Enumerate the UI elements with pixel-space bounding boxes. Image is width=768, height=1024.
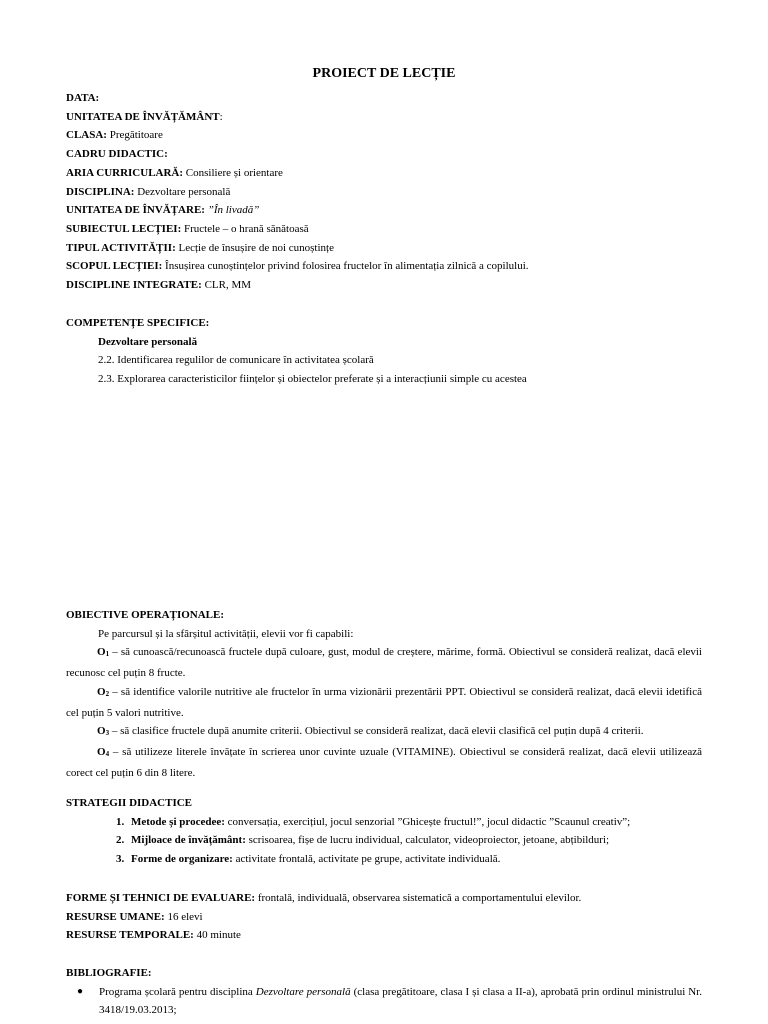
field-scopul-lectiei: SCOPUL LECȚIEI: Însușirea cunoștințelor privind folosirea fructelor în alimentația zilnică a copilului.: [66, 260, 529, 273]
objective-item-o1: $O_1$ – să cunoască/recunoască fructele după culoare, gust, modul de creștere, mărime, formă. Obiectivul se consideră realizat, dacă elevii recunosc cel puțin 8 fructe.: [66, 646, 702, 680]
competente-heading: COMPETENȚE SPECIFICE:: [66, 317, 210, 329]
field-resurse-temporale: RESURSE TEMPORALE: 40 minute: [66, 929, 241, 942]
field-cadru-didactic: CADRU DIDACTIC:: [66, 148, 168, 161]
competenta-item: 2.2. Identificarea regulilor de comunicare în activitatea școlară: [98, 354, 374, 367]
obiective-heading: OBIECTIVE OPERAȚIONALE:: [66, 609, 225, 621]
strategii-heading: STRATEGII DIDACTICE: [66, 797, 193, 809]
obiective-section: [66, 606, 702, 782]
field-clasa: CLASA: Pregătitoare: [66, 129, 163, 142]
competente-subheading: Dezvoltare personală: [98, 335, 198, 348]
field-aria-curriculara: ARIA CURRICULARĂ: Consiliere și orientare: [66, 166, 283, 179]
strategii-section: [66, 794, 702, 869]
objective-item-o3: $O_3$ – să clasifice fructele după anumite criterii. Obiectivul se consideră realizat, dacă elevii clasifică cel puțin după 4 criterii.: [97, 725, 644, 738]
competente-section: [66, 314, 702, 389]
bibliografie-list: [66, 983, 702, 1020]
strategie-item: 2. Mijloace de învățământ: scrisoarea, fișe de lucru individual, calculator, videoproiector, jetoane, abțibilduri;: [116, 834, 610, 847]
strategie-item: 3. Forme de organizare: activitate frontală, activitate pe grupe, activitate individuală.: [116, 853, 501, 866]
bibliografie-heading: BIBLIOGRAFIE:: [66, 967, 152, 979]
field-unitate-invatamant: UNITATEA DE ÎNVĂȚĂMÂNT:: [66, 110, 223, 123]
strategii-list: [66, 813, 702, 869]
field-subiectul-lectiei: SUBIECTUL LECȚIEI: Fructele – o hrană sănătoasă: [66, 222, 309, 235]
strategie-item: 1. Metode și procedee: conversația, exercițiul, jocul senzorial ”Ghicește fructul!”, jocul didactic ”Scaunul creativ”;: [116, 815, 631, 828]
field-forme-evaluare: FORME ȘI TEHNICI DE EVALUARE: frontală, individuală, observarea sistematică a comportamentului elevilor.: [66, 892, 582, 904]
competenta-item: 2.3. Explorarea caracteristicilor ființelor și obiectelor preferate și a interacțiunii simple cu acestea: [98, 373, 527, 386]
field-discipline-integrate: DISCIPLINE INTEGRATE: CLR, MM: [66, 279, 252, 292]
field-tipul-activitatii: TIPUL ACTIVITĂȚII: Lecție de însușire de noi cunoștințe: [66, 241, 334, 254]
page-title: PROIECT DE LECȚIE: [312, 66, 456, 81]
field-unitate-invatare: UNITATEA DE ÎNVĂȚARE: ”În livadă”: [66, 204, 260, 217]
header-fields: [66, 89, 702, 295]
field-resurse-umane: RESURSE UMANE: 16 elevi: [66, 910, 203, 923]
objective-item-o2: $O_2$ – să identifice valorile nutritive ale fructelor în urma vizionării prezentării PPT. Obiectivul se consideră realizat, dacă elevii idetifică cel puțin 5 valori nutritive.: [66, 685, 702, 719]
bullet-icon: ●: [77, 985, 84, 997]
objective-item-o4: $O_4$ – să utilizeze literele învățate în scrierea unor cuvinte uzuale (VITAMINE). Obiectivul se consideră realizat, dacă elevii utilizează corect cel puțin 6 din 8 litere.: [66, 745, 702, 779]
obiective-intro: Pe parcursul și la sfârșitul activității, elevii vor fi capabili:: [98, 627, 354, 640]
evaluare-resurse-section: [66, 889, 702, 945]
field-disciplina: DISCIPLINA: Dezvoltare personală: [66, 185, 231, 198]
field-data: DATA:: [66, 92, 100, 104]
bibliografie-item: ● Programa școlară pentru disciplina Dezvoltare personală (clasa pregătitoare, clasa I și clasa a II-a), aprobată prin ordinul ministrului Nr. 3418/19.03.2013;: [99, 983, 702, 1020]
bibliografie-section: [66, 964, 702, 1020]
